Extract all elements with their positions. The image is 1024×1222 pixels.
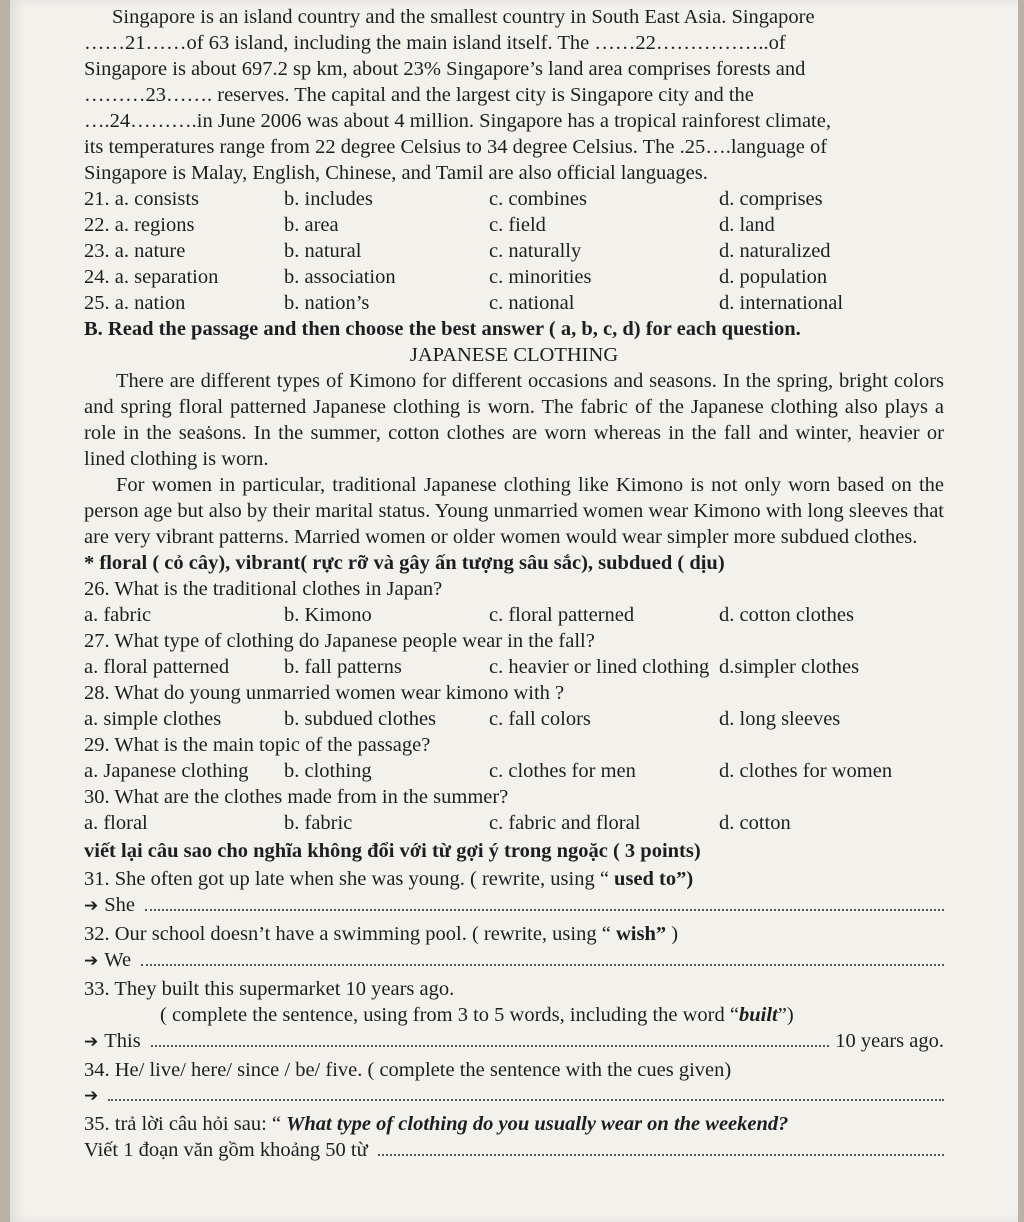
answer-blank[interactable] [108,1085,944,1101]
option-d: d. international [719,292,844,314]
arrow-icon: ➔ [84,896,99,916]
option-c: c. fall colors [489,708,591,730]
option-b: b. clothing [284,760,372,782]
option-c: c. naturally [489,240,582,262]
rewrite-heading: viết lại câu sao cho nghĩa không đổi với từ gợi ý trong ngoặc ( 3 points) [84,840,701,862]
option-c: c. minorities [489,266,592,288]
answer-blank[interactable] [145,895,944,911]
answer-end: 10 years ago. [835,1030,944,1052]
section-b-instruction: B. Read the passage and then choose the best answer ( a, b, c, d) for each question. [84,318,801,340]
worksheet-page [84,4,944,1163]
option-b: b. area [284,214,339,236]
answer-line-32[interactable] [84,947,944,974]
question-text-end: ) [666,923,679,945]
question-32 [84,921,944,947]
option-d: d.simpler clothes [719,656,860,678]
question-33: 33. They built this supermarket 10 years ago. [84,978,455,1000]
option-c: c. field [489,214,546,236]
option-b: b. fall patterns [284,656,402,678]
option-a: a. floral [84,812,148,834]
option-row [84,212,944,238]
option-a: 24. a. separation [84,266,219,288]
option-b: b. includes [284,188,373,210]
answer-start: She [104,894,135,916]
question-keyword: used to”) [614,868,694,890]
option-row [84,706,944,732]
answer-instruction: Viết 1 đoạn văn gồm khoảng 50 từ [84,1139,368,1161]
option-d: d. cotton clothes [719,604,854,626]
option-row [84,290,944,316]
option-a: a. simple clothes [84,708,222,730]
arrow-icon: ➔ [84,1086,99,1106]
passage-a-line: Singapore is about 697.2 sp km, about 23% Singapore’s land area comprises forests and [84,58,806,80]
options-a [84,186,944,316]
passage-b-para2: For women in particular, traditional Japanese clothing like Kimono is not only worn based on the person age but also by their marital status. Young unmarried women wear Kimono with long sleeves that are very vibrant patterns. Married women or older women would wear simpler more subdued clothes. [84,474,944,548]
question-31 [84,866,944,892]
option-d: d. long sleeves [719,708,841,730]
passage-b-title: JAPANESE CLOTHING [409,344,619,366]
option-b: b. fabric [284,812,353,834]
option-b: b. nation’s [284,292,370,314]
option-a: a. fabric [84,604,152,626]
option-row [84,758,944,784]
question: 29. What is the main topic of the passage? [84,734,431,756]
passage-b-para1: There are different types of Kimono for different occasions and seasons. In the spring, bright colors and spring floral patterned Japanese clothing is worn. The fabric of the Japanese clothing also plays a role in the seaṡons. In the summer, cotton clothes are worn whereas in the fall and winter, heavier or lined clothing is worn. [84,370,944,470]
question-prompt: What type of clothing do you usually wear on the weekend? [286,1113,789,1135]
glossary: * floral ( cỏ cây), vibrant( rực rỡ và gây ấn tượng sâu sắc), subdued ( dịu) [84,552,725,574]
option-a: 25. a. nation [84,292,186,314]
option-d: d. comprises [719,188,823,210]
answer-line-31[interactable] [84,892,944,919]
arrow-icon: ➔ [84,951,99,971]
question-keyword: wish” [615,923,667,945]
answer-line-35[interactable] [84,1137,944,1163]
passage-a-line: ……21……of 63 island, including the main island itself. The ……22……………..of [84,32,786,54]
option-row [84,810,944,836]
option-c: c. fabric and floral [489,812,641,834]
arrow-icon: ➔ [84,1032,99,1052]
question: 26. What is the traditional clothes in Japan? [84,578,443,600]
answer-line-34[interactable] [84,1083,944,1109]
option-d: d. clothes for women [719,760,893,782]
option-a: 21. a. consists [84,188,200,210]
passage-a-line: its temperatures range from 22 degree Celsius to 34 degree Celsius. The .25….language of [84,136,828,158]
option-a: 23. a. nature [84,240,186,262]
option-row [84,238,944,264]
option-b: b. natural [284,240,362,262]
answer-start: We [104,949,132,971]
question-text: 35. trả lời câu hỏi sau: “ [84,1113,287,1135]
option-c: c. combines [489,188,587,210]
option-c: c. clothes for men [489,760,636,782]
question-text: 31. She often got up late when she was young. ( rewrite, using “ [84,868,615,890]
question-34: 34. He/ live/ here/ since / be/ five. ( complete the sentence with the cues given) [84,1059,732,1081]
answer-blank[interactable] [151,1031,830,1047]
passage-a-line: Singapore is an island country and the smallest country in South East Asia. Singapore [112,6,815,28]
question-text: 32. Our school doesn’t have a swimming pool. ( rewrite, using “ [84,923,616,945]
questions-b [84,576,944,836]
option-row [84,654,944,680]
option-row [84,264,944,290]
option-a: 22. a. regions [84,214,195,236]
instruction-text: ( complete the sentence, using from 3 to 5 words, including the word “ [160,1004,739,1026]
answer-line-33[interactable] [84,1028,944,1055]
passage-a-line: Singapore is Malay, English, Chinese, and Tamil are also official languages. [84,162,708,184]
passage-a-line: ….24……….in June 2006 was about 4 million. Singapore has a tropical rainforest climate, [84,110,831,132]
option-row [84,186,944,212]
question: 28. What do young unmarried women wear kimono with ? [84,682,565,704]
option-d: d. population [719,266,828,288]
question-33-instruction [84,1002,944,1028]
instruction-text-end: ”) [777,1004,794,1026]
option-b: b. Kimono [284,604,372,626]
option-d: d. land [719,214,775,236]
question-35 [84,1111,944,1137]
question: 30. What are the clothes made from in the summer? [84,786,509,808]
option-row [84,602,944,628]
option-c: c. floral patterned [489,604,635,626]
option-d: d. cotton [719,812,791,834]
option-c: c. national [489,292,575,314]
passage-a [84,4,944,186]
option-a: a. Japanese clothing [84,760,249,782]
option-c: c. heavier or lined clothing [489,656,710,678]
passage-a-line: ………23……. reserves. The capital and the largest city is Singapore city and the [84,84,754,106]
option-a: a. floral patterned [84,656,230,678]
option-b: b. association [284,266,396,288]
answer-start: This [104,1030,141,1052]
option-d: d. naturalized [719,240,831,262]
question: 27. What type of clothing do Japanese people wear in the fall? [84,630,595,652]
answer-blank[interactable] [141,950,944,966]
answer-blank[interactable] [378,1140,944,1156]
instruction-keyword: built [739,1004,778,1026]
option-b: b. subdued clothes [284,708,437,730]
